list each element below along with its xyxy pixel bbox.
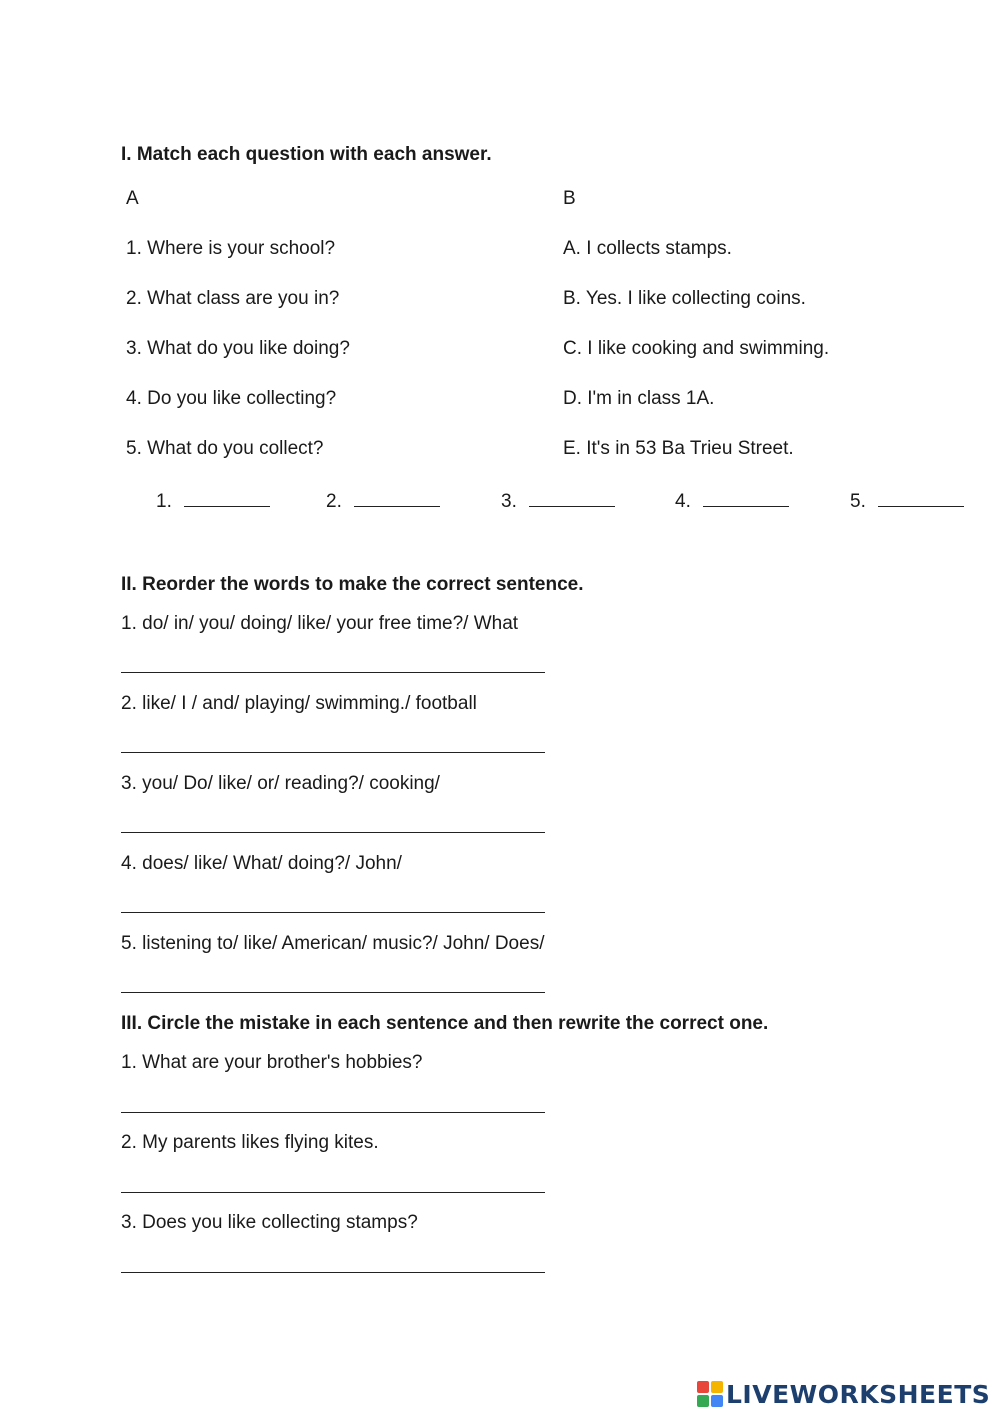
section-3-heading: III. Circle the mistake in each sentence and then rewrite the correct one. [121,1013,769,1034]
match-answer-4 [675,488,789,514]
match-answer-5 [850,488,964,514]
column-a-label: A [126,188,139,209]
logo-text: LIVEWORKSHEETS [726,1379,991,1409]
logo-square-red [697,1381,709,1393]
rewrite-answer-line-3[interactable] [121,1272,545,1273]
section-1-heading: I. Match each question with each answer. [121,144,492,165]
reorder-item-1: 1. do/ in/ you/ doing/ like/ your free time?/ What [121,613,519,634]
match-answer-3 [501,488,615,514]
column-b-label: B [563,188,576,209]
match-answer-number: 4. [675,491,691,512]
reorder-answer-line-3[interactable] [121,832,545,833]
match-answer-blank-3[interactable] [529,488,615,507]
section-2-heading: II. Reorder the words to make the correct sentence. [121,574,584,595]
reorder-answer-line-5[interactable] [121,992,545,993]
reorder-item-2: 2. like/ I / and/ playing/ swimming./ football [121,693,477,714]
rewrite-answer-line-2[interactable] [121,1192,545,1193]
match-answer-blank-4[interactable] [703,488,789,507]
reorder-item-3: 3. you/ Do/ like/ or/ reading?/ cooking/ [121,773,440,794]
reorder-item-4: 4. does/ like/ What/ doing?/ John/ [121,853,402,874]
match-answer-number: 2. [326,491,342,512]
answer-d: D. I'm in class 1A. [563,388,715,409]
question-2: 2. What class are you in? [126,288,340,309]
reorder-item-5: 5. listening to/ like/ American/ music?/ John/ Does/ [121,933,545,954]
logo-square-green [697,1395,709,1407]
question-3: 3. What do you like doing? [126,338,350,359]
match-answer-1 [156,488,270,514]
reorder-answer-line-1[interactable] [121,672,545,673]
match-answer-blank-5[interactable] [878,488,964,507]
answer-e: E. It's in 53 Ba Trieu Street. [563,438,794,459]
question-5: 5. What do you collect? [126,438,324,459]
match-answer-number: 1. [156,491,172,512]
mistake-item-1: 1. What are your brother's hobbies? [121,1052,423,1073]
answer-a: A. I collects stamps. [563,238,732,259]
match-answer-blank-1[interactable] [184,488,270,507]
reorder-answer-line-2[interactable] [121,752,545,753]
logo-square-yellow [711,1381,723,1393]
match-answer-number: 3. [501,491,517,512]
question-4: 4. Do you like collecting? [126,388,337,409]
match-answer-number: 5. [850,491,866,512]
rewrite-answer-line-1[interactable] [121,1112,545,1113]
match-answer-blank-2[interactable] [354,488,440,507]
mistake-item-3: 3. Does you like collecting stamps? [121,1212,418,1233]
liveworksheets-logo-icon [697,1381,723,1407]
reorder-answer-line-4[interactable] [121,912,545,913]
question-1: 1. Where is your school? [126,238,336,259]
logo-square-blue [711,1395,723,1407]
liveworksheets-logo [697,1378,990,1410]
answer-b: B. Yes. I like collecting coins. [563,288,806,309]
match-answer-2 [326,488,440,514]
answer-c: C. I like cooking and swimming. [563,338,830,359]
mistake-item-2: 2. My parents likes flying kites. [121,1132,379,1153]
